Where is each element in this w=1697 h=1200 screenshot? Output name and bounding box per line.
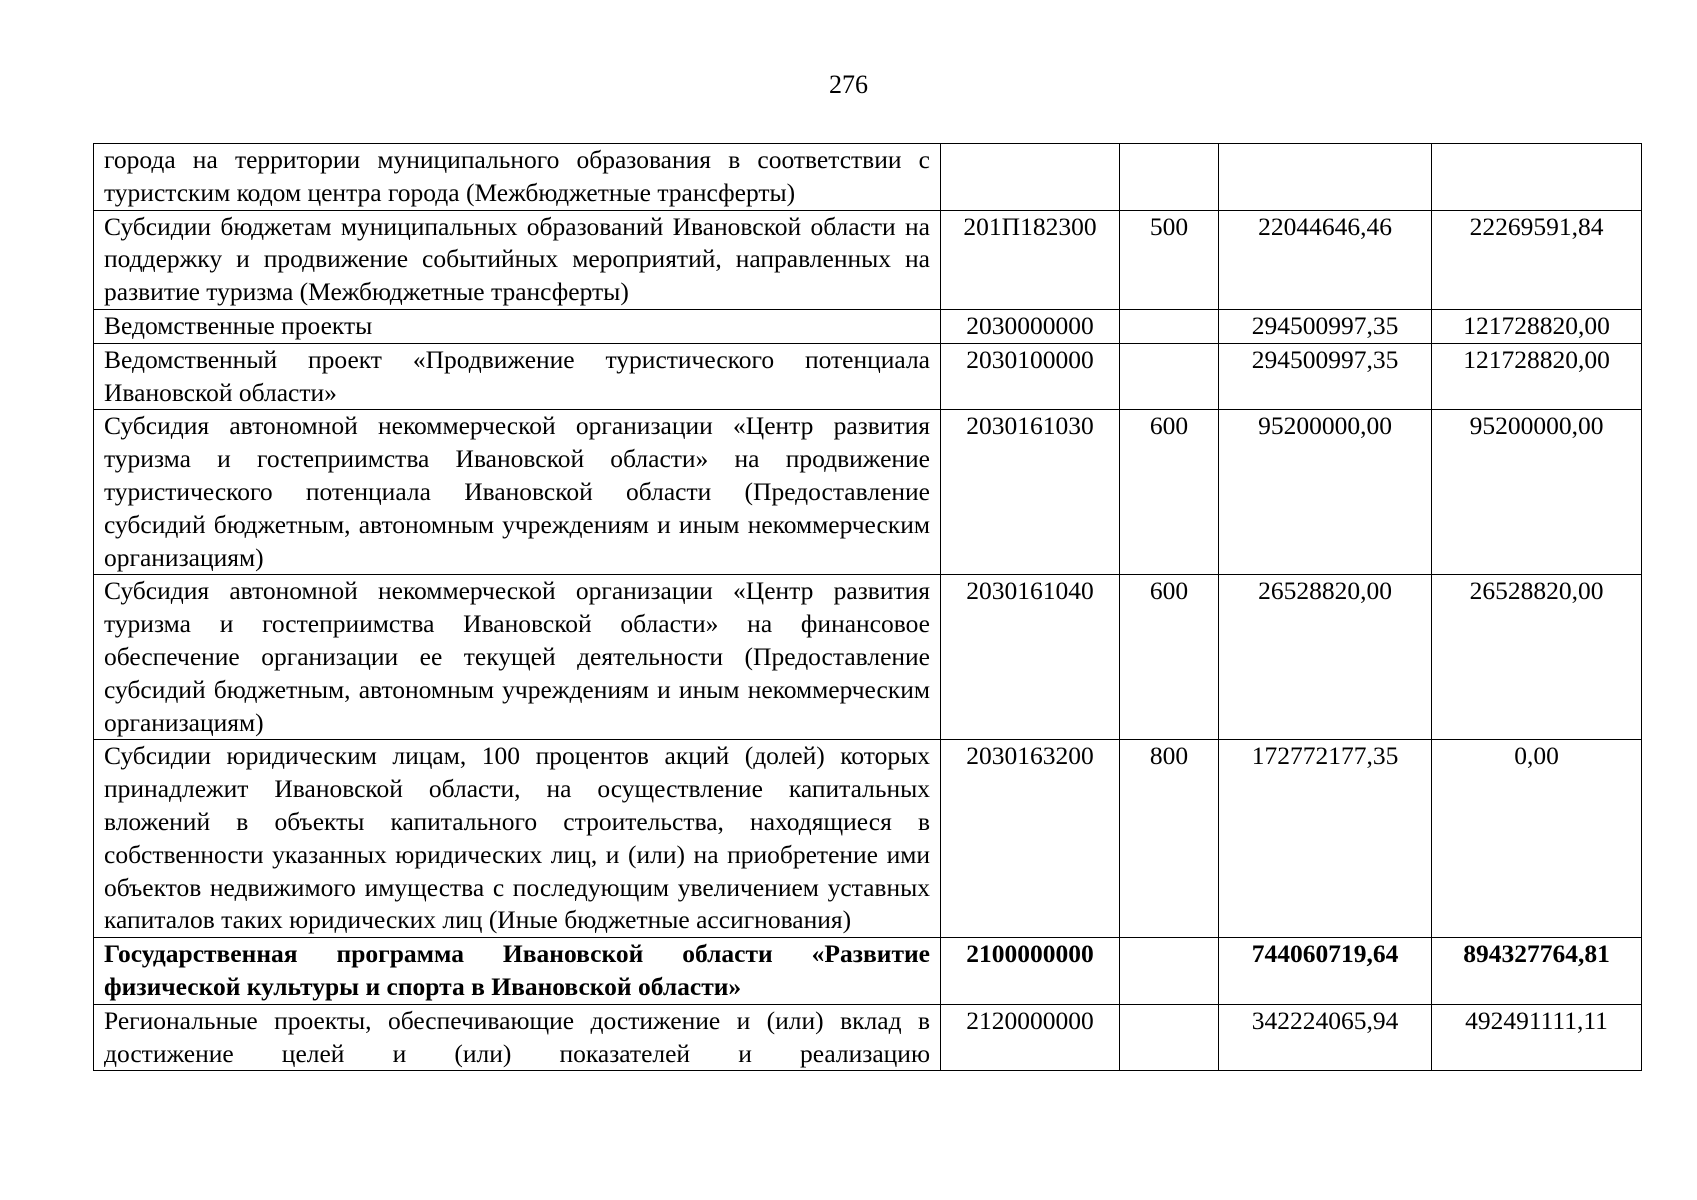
row-sum-2: 121728820,00 [1432,343,1642,410]
table-row [94,210,1642,309]
row-sum-1: 342224065,94 [1219,1004,1432,1071]
row-sum-1: 95200000,00 [1219,410,1432,575]
table-row-program [94,938,1642,1005]
row-sum-2: 22269591,84 [1432,210,1642,309]
budget-table-body [94,144,1642,1071]
row-code: 201П182300 [941,210,1120,309]
row-code [941,144,1120,211]
row-sum-1: 294500997,35 [1219,343,1432,410]
table-row [94,575,1642,740]
row-sum-1: 294500997,35 [1219,309,1432,343]
row-sum-2: 26528820,00 [1432,575,1642,740]
row-sum-1: 26528820,00 [1219,575,1432,740]
row-name: Субсидия автономной некоммерческой организации «Центр развития туризма и гостеприимства Ивановской области» на продвижение туристического потенциала Ивановской области (Предоставление субсидий бюджетным, автономным учреждениям и иным некоммерческим организациям) [94,410,941,575]
row-sum-2: 492491111,11 [1432,1004,1642,1071]
row-expense-type [1120,938,1219,1005]
row-sum-1 [1219,144,1432,211]
row-expense-type: 500 [1120,210,1219,309]
table-row [94,740,1642,938]
row-expense-type [1120,343,1219,410]
row-name: Субсидия автономной некоммерческой организации «Центр развития туризма и гостеприимства Ивановской области» на финансовое обеспечение организации ее текущей деятельности (Предоставление субсидий бюджетным, автономным учреждениям и иным некоммерческим организациям) [94,575,941,740]
row-sum-2: 95200000,00 [1432,410,1642,575]
table-row [94,144,1642,211]
row-name: Ведомственные проекты [94,309,941,343]
row-name: Государственная программа Ивановской области «Развитие физической культуры и спорта в Ивановской области» [94,938,941,1005]
row-code: 2030161040 [941,575,1120,740]
row-name: Ведомственный проект «Продвижение туристического потенциала Ивановской области» [94,343,941,410]
row-sum-2: 0,00 [1432,740,1642,938]
row-code: 2030163200 [941,740,1120,938]
row-name: Субсидии юридическим лицам, 100 процентов акций (долей) которых принадлежит Ивановской области, на осуществление капитальных вложений в объекты капитального строительства, находящиеся в собственности указанных юридических лиц, и (или) на приобретение ими объектов недвижимого имущества с последующим увеличением уставных капиталов таких юридических лиц (Иные бюджетные ассигнования) [94,740,941,938]
row-name: Региональные проекты, обеспечивающие достижение и (или) вклад в достижение целей и (или) показателей и реализацию [94,1004,941,1071]
row-code: 2030000000 [941,309,1120,343]
row-sum-1: 172772177,35 [1219,740,1432,938]
row-expense-type: 600 [1120,410,1219,575]
row-code: 2030100000 [941,343,1120,410]
table-row [94,1004,1642,1071]
row-code: 2100000000 [941,938,1120,1005]
row-sum-2 [1432,144,1642,211]
table-row [94,343,1642,410]
row-expense-type: 800 [1120,740,1219,938]
table-row [94,410,1642,575]
row-expense-type [1120,1004,1219,1071]
row-code: 2030161030 [941,410,1120,575]
budget-table [93,143,1642,1071]
row-sum-1: 744060719,64 [1219,938,1432,1005]
page-number: 276 [829,70,868,99]
row-expense-type: 600 [1120,575,1219,740]
row-expense-type [1120,144,1219,211]
row-code: 2120000000 [941,1004,1120,1071]
row-sum-2: 121728820,00 [1432,309,1642,343]
row-sum-1: 22044646,46 [1219,210,1432,309]
row-expense-type [1120,309,1219,343]
row-name: Субсидии бюджетам муниципальных образований Ивановской области на поддержку и продвижение событийных мероприятий, направленных на развитие туризма (Межбюджетные трансферты) [94,210,941,309]
row-name: города на территории муниципального образования в соответствии с туристским кодом центра города (Межбюджетные трансферты) [94,144,941,211]
row-sum-2: 894327764,81 [1432,938,1642,1005]
table-row [94,309,1642,343]
